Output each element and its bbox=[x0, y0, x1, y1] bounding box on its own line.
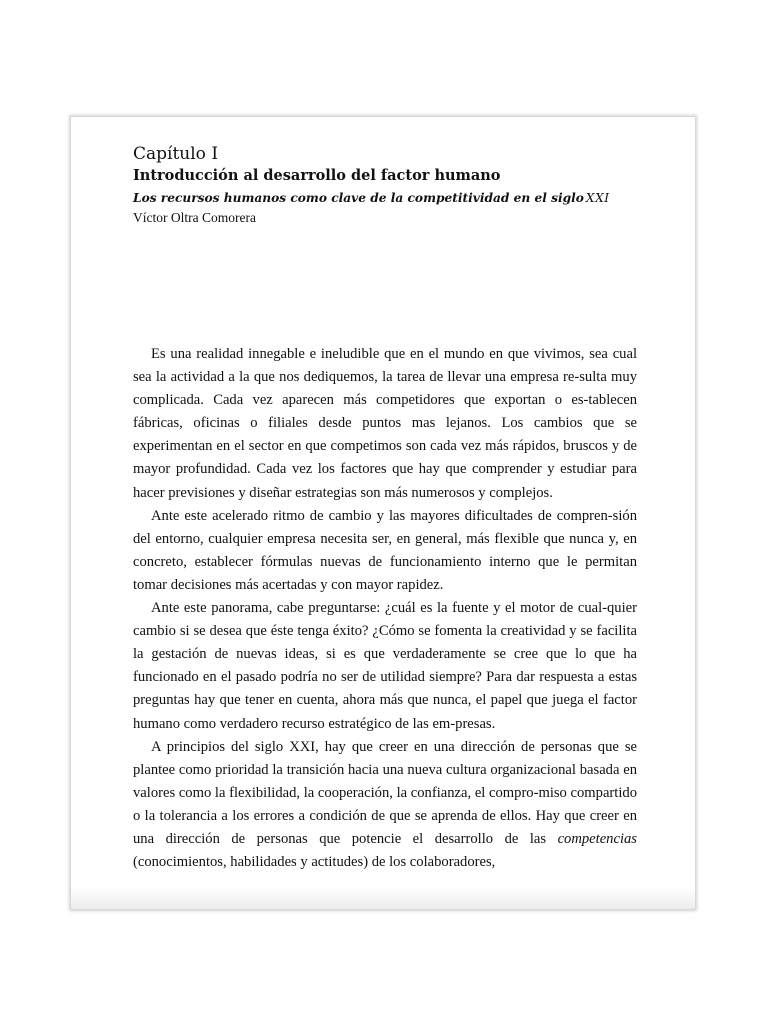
paragraph-4-start: A principios del siglo bbox=[151, 738, 284, 755]
chapter-author: Víctor Oltra Comorera bbox=[133, 210, 256, 225]
paragraph-4 bbox=[133, 736, 637, 875]
chapter-subtitle-century: XXI bbox=[585, 191, 610, 205]
chapter-label: Capítulo I bbox=[133, 144, 219, 164]
paragraph-4-italic-term: competencias bbox=[557, 830, 637, 847]
paragraph-2: Ante este acelerado ritmo de cambio y las mayores dificultades de compren-​sión del entorno, cualquier empresa necesita ser, en general, más flexible que nunca y, en concreto, establecer fórmulas nuevas de funcionamiento interno que le permitan tomar decisiones más acertadas y con mayor rapidez. bbox=[133, 507, 637, 593]
document-page bbox=[70, 116, 696, 910]
paragraph-4-end: (conocimientos, habilidades y actitudes) de los colaboradores, bbox=[133, 854, 496, 871]
body-text bbox=[133, 343, 637, 874]
chapter-subtitle-main: Los recursos humanos como clave de la competitividad en el siglo bbox=[133, 191, 584, 205]
paragraph-3: Ante este panorama, cabe preguntarse: ¿cuál es la fuente y el motor de cual-​quier cambio si se desea que éste tenga éxito? ¿Cómo se fomenta la creatividad y se facilita la gestación de nuevas ideas, si es que verdaderamente se cree que lo que ha funcionado en el pasado podría no ser de utilidad siempre? Para dar respuesta a estas preguntas hay que tener en cuenta, ahora más que nunca, el papel que juega el factor humano como verdadero recurso estratégico de las em-​presas. bbox=[133, 600, 637, 732]
chapter-title: Introducción al desarrollo del factor humano bbox=[133, 167, 501, 184]
paragraph-4-century: XXI bbox=[289, 738, 316, 755]
chapter-subtitle bbox=[133, 187, 653, 209]
paragraph-1: Es una realidad innegable e ineludible que en el mundo en que vivimos, sea cual sea la actividad a la que nos dediquemos, la tarea de llevar una empresa re-​sulta muy complicada. Cada vez aparecen más competidores que exportan o es-​tablecen fábricas, oficinas o filiales desde puntos mas lejanos. Los cambios que se experimentan en el sector en que competimos son cada vez más rápidos, bruscos y de mayor profundidad. Cada vez los factores que hay que comprender y estudiar para hacer previsiones y diseñar estrategias son más numerosos y complejos. bbox=[133, 346, 637, 501]
page-bottom-fade bbox=[71, 887, 695, 909]
paragraph-4-middle: , hay que creer en una dirección de personas que se plantee como prioridad la transición hacia una nueva cultura organizacional basada en valores como la flexibilidad, la cooperación, la confianza, el compro-​miso compartido o la tolerancia a los errores a condición de que se aprenda de ellos. Hay que creer en una dirección de personas que potencie el desarrollo de las bbox=[133, 738, 637, 847]
chapter-header bbox=[133, 143, 653, 227]
